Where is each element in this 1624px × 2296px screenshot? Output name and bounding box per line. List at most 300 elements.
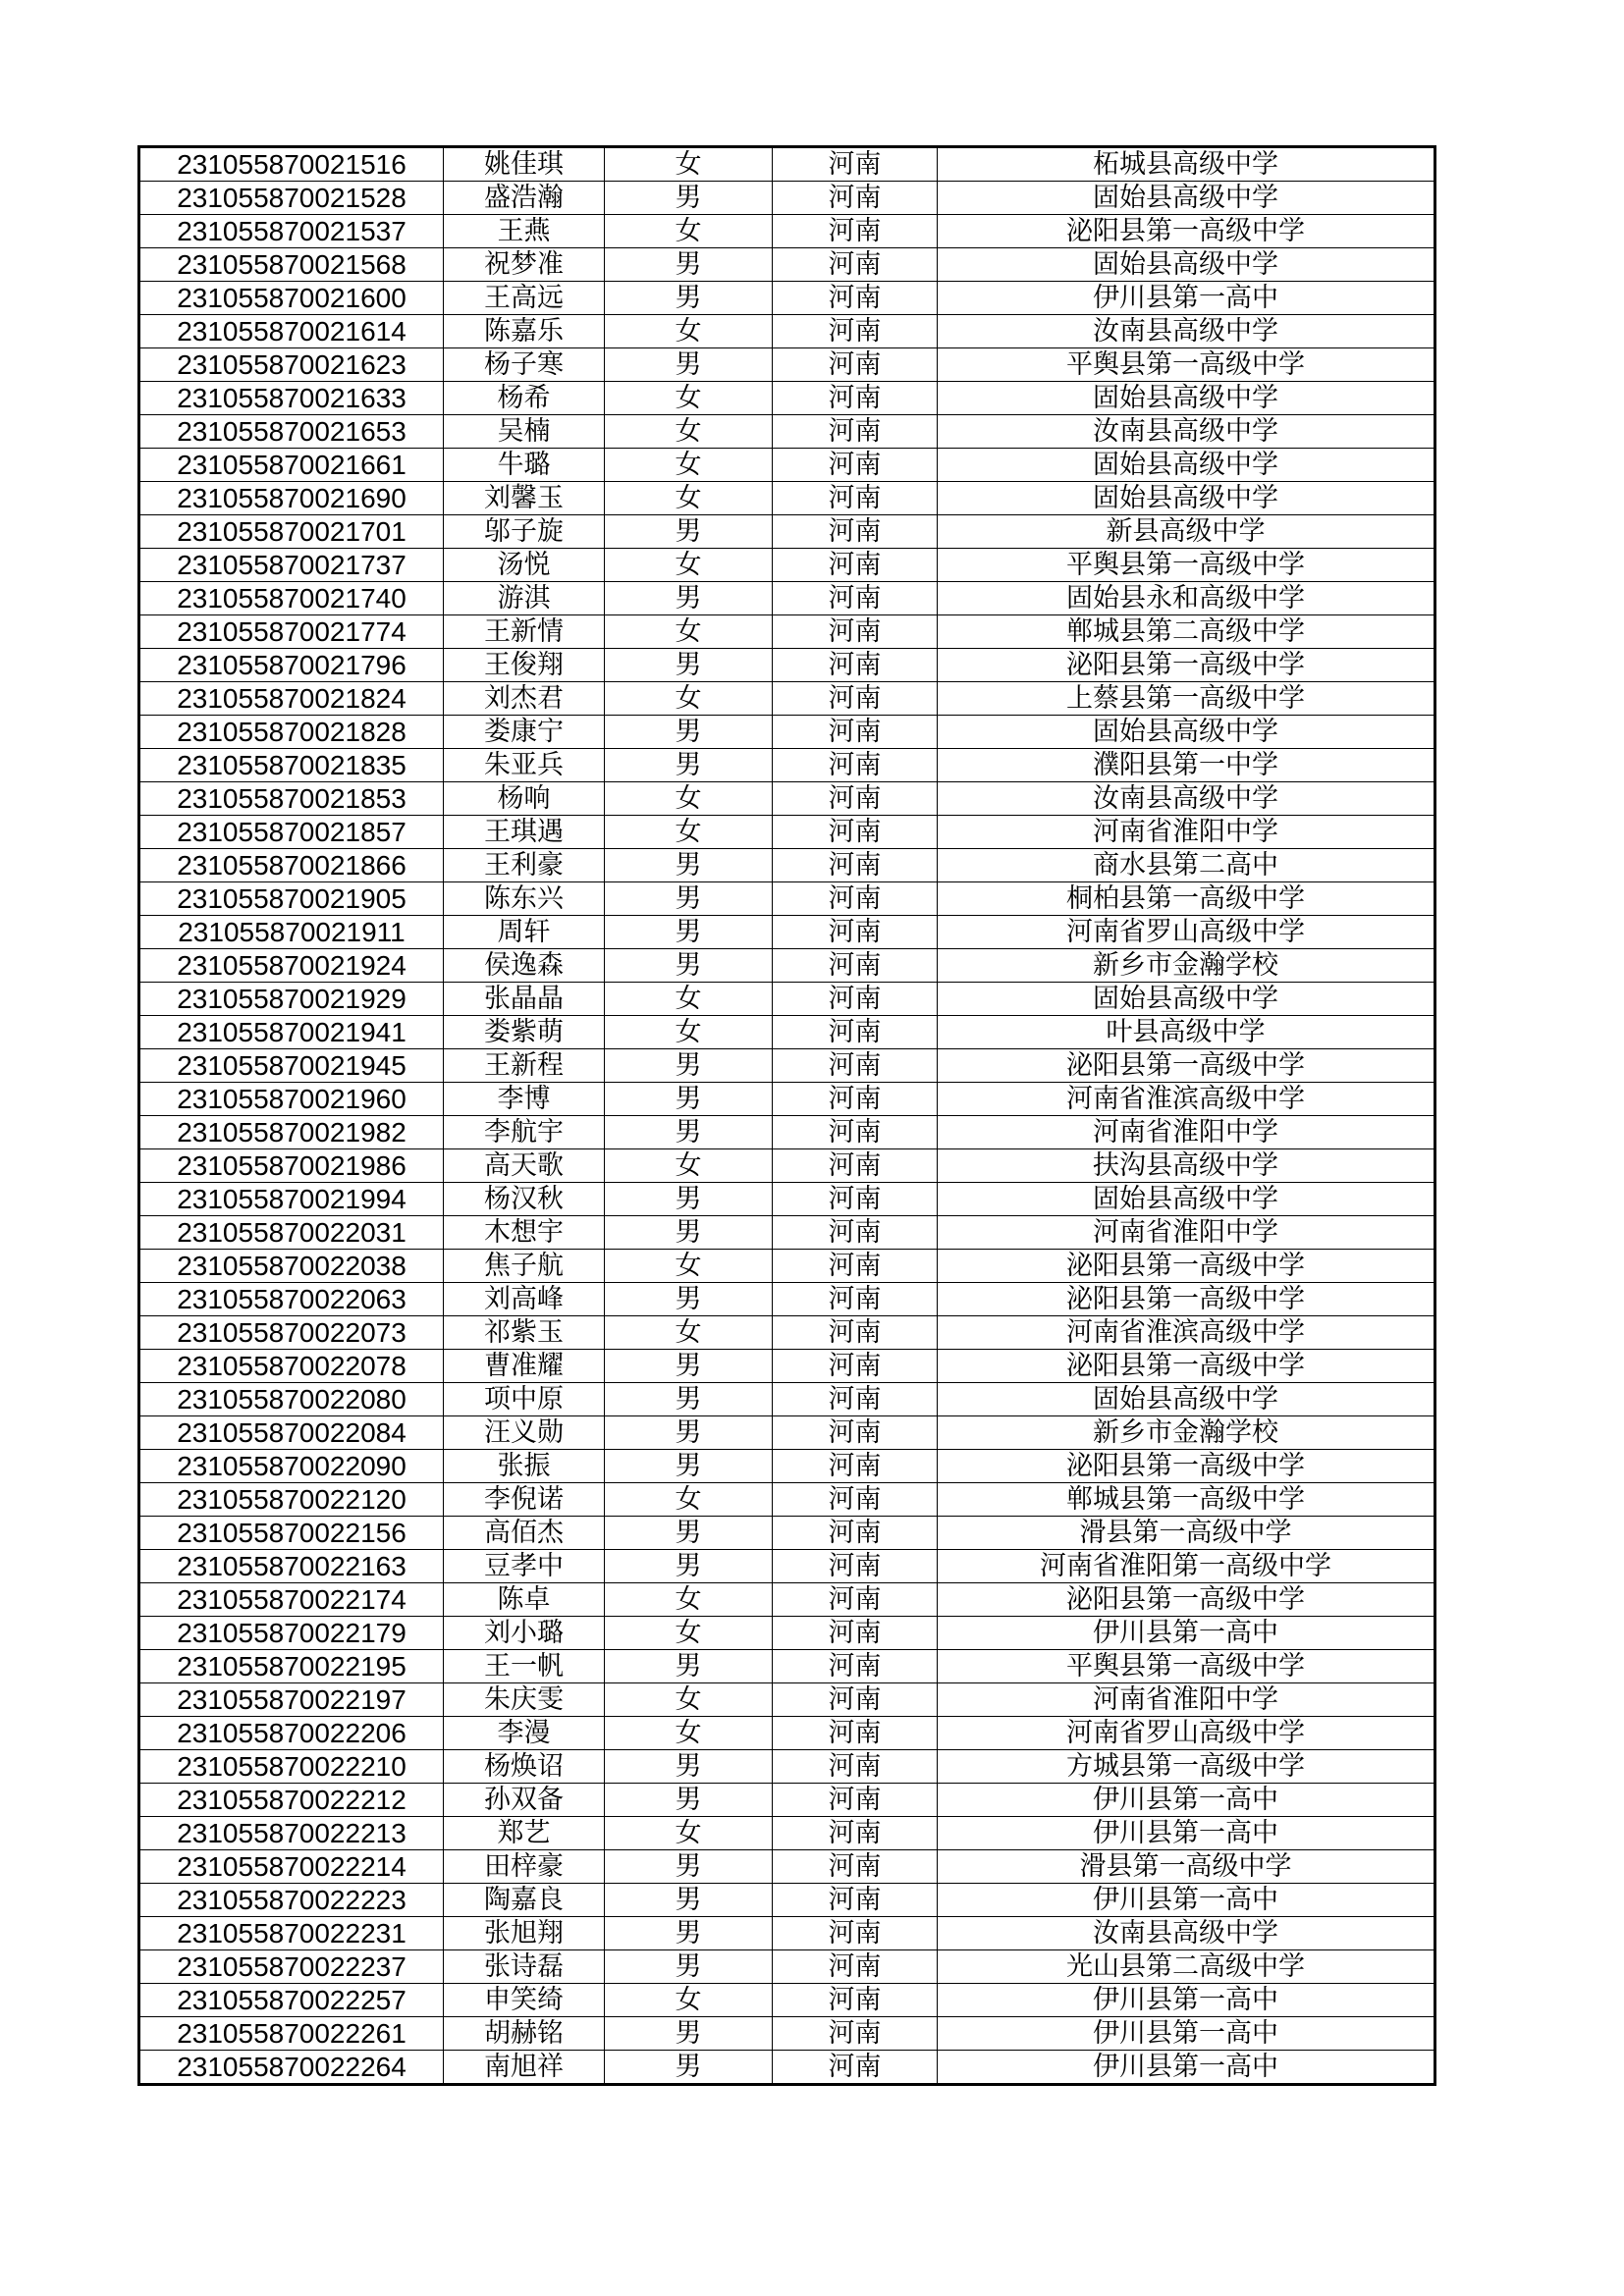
table-row — [139, 1717, 1435, 1750]
gender-cell: 男 — [605, 716, 773, 749]
table-row — [139, 182, 1435, 215]
exam-id-cell: 231055870021982 — [139, 1116, 444, 1149]
school-cell: 扶沟县高级中学 — [938, 1149, 1435, 1183]
province-cell: 河南 — [773, 449, 938, 482]
province-cell: 河南 — [773, 348, 938, 382]
gender-cell: 女 — [605, 215, 773, 248]
table-row — [139, 1784, 1435, 1817]
school-cell: 固始县高级中学 — [938, 182, 1435, 215]
province-cell: 河南 — [773, 1984, 938, 2017]
school-cell: 泌阳县第一高级中学 — [938, 1583, 1435, 1617]
exam-id-cell: 231055870022078 — [139, 1350, 444, 1383]
school-cell: 郸城县第一高级中学 — [938, 1483, 1435, 1517]
name-cell: 牛璐 — [444, 449, 605, 482]
exam-id-cell: 231055870022264 — [139, 2051, 444, 2085]
table-row — [139, 1850, 1435, 1884]
name-cell: 王一帆 — [444, 1650, 605, 1683]
name-cell: 娄紫萌 — [444, 1016, 605, 1049]
province-cell: 河南 — [773, 1450, 938, 1483]
table-row — [139, 282, 1435, 315]
province-cell: 河南 — [773, 682, 938, 716]
table-row — [139, 382, 1435, 415]
province-cell: 河南 — [773, 949, 938, 983]
exam-id-cell: 231055870021568 — [139, 248, 444, 282]
table-row — [139, 1250, 1435, 1283]
table-row — [139, 1884, 1435, 1917]
student-roster-table — [137, 145, 1436, 2086]
province-cell: 河南 — [773, 182, 938, 215]
exam-id-cell: 231055870021994 — [139, 1183, 444, 1216]
table-row — [139, 1116, 1435, 1149]
exam-id-cell: 231055870021941 — [139, 1016, 444, 1049]
province-cell: 河南 — [773, 716, 938, 749]
name-cell: 张振 — [444, 1450, 605, 1483]
province-cell: 河南 — [773, 916, 938, 949]
school-cell: 光山县第二高级中学 — [938, 1950, 1435, 1984]
name-cell: 申笑绮 — [444, 1984, 605, 2017]
name-cell: 刘馨玉 — [444, 482, 605, 515]
exam-id-cell: 231055870021633 — [139, 382, 444, 415]
province-cell: 河南 — [773, 1049, 938, 1083]
name-cell: 曹准耀 — [444, 1350, 605, 1383]
table-row — [139, 348, 1435, 382]
school-cell: 泌阳县第一高级中学 — [938, 1283, 1435, 1316]
exam-id-cell: 231055870022212 — [139, 1784, 444, 1817]
school-cell: 柘城县高级中学 — [938, 147, 1435, 182]
table-row — [139, 1216, 1435, 1250]
table-row — [139, 649, 1435, 682]
exam-id-cell: 231055870021516 — [139, 147, 444, 182]
table-row — [139, 2051, 1435, 2085]
gender-cell: 男 — [605, 1416, 773, 1450]
exam-id-cell: 231055870022213 — [139, 1817, 444, 1850]
exam-id-cell: 231055870021537 — [139, 215, 444, 248]
table-row — [139, 1483, 1435, 1517]
exam-id-cell: 231055870021857 — [139, 816, 444, 849]
gender-cell: 男 — [605, 1917, 773, 1950]
exam-id-cell: 231055870022206 — [139, 1717, 444, 1750]
name-cell: 李航宇 — [444, 1116, 605, 1149]
table-row — [139, 1183, 1435, 1216]
gender-cell: 女 — [605, 549, 773, 582]
exam-id-cell: 231055870021945 — [139, 1049, 444, 1083]
school-cell: 平舆县第一高级中学 — [938, 348, 1435, 382]
gender-cell: 男 — [605, 1850, 773, 1884]
gender-cell: 男 — [605, 849, 773, 882]
name-cell: 张旭翔 — [444, 1917, 605, 1950]
gender-cell: 女 — [605, 147, 773, 182]
exam-id-cell: 231055870021614 — [139, 315, 444, 348]
exam-id-cell: 231055870022223 — [139, 1884, 444, 1917]
exam-id-cell: 231055870021528 — [139, 182, 444, 215]
exam-id-cell: 231055870021740 — [139, 582, 444, 615]
province-cell: 河南 — [773, 1250, 938, 1283]
exam-id-cell: 231055870021824 — [139, 682, 444, 716]
school-cell: 滑县第一高级中学 — [938, 1517, 1435, 1550]
name-cell: 高佰杰 — [444, 1517, 605, 1550]
province-cell: 河南 — [773, 1016, 938, 1049]
name-cell: 胡赫铭 — [444, 2017, 605, 2051]
name-cell: 刘高峰 — [444, 1283, 605, 1316]
school-cell: 固始县高级中学 — [938, 248, 1435, 282]
name-cell: 陶嘉良 — [444, 1884, 605, 1917]
table-row — [139, 1517, 1435, 1550]
name-cell: 朱庆雯 — [444, 1683, 605, 1717]
school-cell: 固始县高级中学 — [938, 1383, 1435, 1416]
province-cell: 河南 — [773, 1216, 938, 1250]
gender-cell: 男 — [605, 1517, 773, 1550]
gender-cell: 女 — [605, 782, 773, 816]
province-cell: 河南 — [773, 248, 938, 282]
name-cell: 杨子寒 — [444, 348, 605, 382]
exam-id-cell: 231055870022120 — [139, 1483, 444, 1517]
gender-cell: 男 — [605, 282, 773, 315]
province-cell: 河南 — [773, 382, 938, 415]
exam-id-cell: 231055870022210 — [139, 1750, 444, 1784]
gender-cell: 男 — [605, 1650, 773, 1683]
table-row — [139, 916, 1435, 949]
gender-cell: 男 — [605, 1116, 773, 1149]
school-cell: 汝南县高级中学 — [938, 1917, 1435, 1950]
province-cell: 河南 — [773, 215, 938, 248]
school-cell: 固始县高级中学 — [938, 382, 1435, 415]
exam-id-cell: 231055870021929 — [139, 983, 444, 1016]
name-cell: 陈东兴 — [444, 882, 605, 916]
school-cell: 河南省淮滨高级中学 — [938, 1083, 1435, 1116]
province-cell: 河南 — [773, 1149, 938, 1183]
name-cell: 朱亚兵 — [444, 749, 605, 782]
province-cell: 河南 — [773, 482, 938, 515]
name-cell: 王新情 — [444, 615, 605, 649]
school-cell: 濮阳县第一中学 — [938, 749, 1435, 782]
gender-cell: 女 — [605, 315, 773, 348]
table-row — [139, 2017, 1435, 2051]
exam-id-cell: 231055870021986 — [139, 1149, 444, 1183]
school-cell: 河南省淮阳中学 — [938, 1683, 1435, 1717]
province-cell: 河南 — [773, 1650, 938, 1683]
name-cell: 杨汉秋 — [444, 1183, 605, 1216]
table-row — [139, 1817, 1435, 1850]
school-cell: 固始县高级中学 — [938, 1183, 1435, 1216]
exam-id-cell: 231055870022195 — [139, 1650, 444, 1683]
school-cell: 汝南县高级中学 — [938, 782, 1435, 816]
province-cell: 河南 — [773, 1884, 938, 1917]
name-cell: 侯逸森 — [444, 949, 605, 983]
gender-cell: 男 — [605, 1216, 773, 1250]
table-row — [139, 215, 1435, 248]
exam-id-cell: 231055870022237 — [139, 1950, 444, 1984]
gender-cell: 男 — [605, 2017, 773, 2051]
gender-cell: 女 — [605, 816, 773, 849]
table-row — [139, 1917, 1435, 1950]
name-cell: 汪义勋 — [444, 1416, 605, 1450]
school-cell: 汝南县高级中学 — [938, 315, 1435, 348]
exam-id-cell: 231055870022179 — [139, 1617, 444, 1650]
school-cell: 河南省罗山高级中学 — [938, 916, 1435, 949]
name-cell: 陈卓 — [444, 1583, 605, 1617]
exam-id-cell: 231055870022080 — [139, 1383, 444, 1416]
name-cell: 汤悦 — [444, 549, 605, 582]
table-row — [139, 1450, 1435, 1483]
name-cell: 刘杰君 — [444, 682, 605, 716]
table-row — [139, 1049, 1435, 1083]
exam-id-cell: 231055870022261 — [139, 2017, 444, 2051]
gender-cell: 女 — [605, 1583, 773, 1617]
name-cell: 杨焕诏 — [444, 1750, 605, 1784]
province-cell: 河南 — [773, 649, 938, 682]
name-cell: 张诗磊 — [444, 1950, 605, 1984]
province-cell: 河南 — [773, 1383, 938, 1416]
province-cell: 河南 — [773, 1683, 938, 1717]
table-row — [139, 1583, 1435, 1617]
province-cell: 河南 — [773, 1784, 938, 1817]
school-cell: 伊川县第一高中 — [938, 2051, 1435, 2085]
exam-id-cell: 231055870021924 — [139, 949, 444, 983]
gender-cell: 男 — [605, 1784, 773, 1817]
name-cell: 李博 — [444, 1083, 605, 1116]
name-cell: 高天歌 — [444, 1149, 605, 1183]
exam-id-cell: 231055870022090 — [139, 1450, 444, 1483]
province-cell: 河南 — [773, 1183, 938, 1216]
province-cell: 河南 — [773, 782, 938, 816]
gender-cell: 男 — [605, 1083, 773, 1116]
name-cell: 木想宇 — [444, 1216, 605, 1250]
name-cell: 豆孝中 — [444, 1550, 605, 1583]
table-row — [139, 1550, 1435, 1583]
gender-cell: 女 — [605, 1717, 773, 1750]
gender-cell: 男 — [605, 649, 773, 682]
school-cell: 汝南县高级中学 — [938, 415, 1435, 449]
gender-cell: 男 — [605, 2051, 773, 2085]
name-cell: 王琪遇 — [444, 816, 605, 849]
school-cell: 固始县高级中学 — [938, 449, 1435, 482]
name-cell: 杨希 — [444, 382, 605, 415]
school-cell: 泌阳县第一高级中学 — [938, 1049, 1435, 1083]
province-cell: 河南 — [773, 983, 938, 1016]
gender-cell: 女 — [605, 382, 773, 415]
school-cell: 伊川县第一高中 — [938, 1617, 1435, 1650]
province-cell: 河南 — [773, 549, 938, 582]
exam-id-cell: 231055870021828 — [139, 716, 444, 749]
table-row — [139, 816, 1435, 849]
exam-id-cell: 231055870022031 — [139, 1216, 444, 1250]
table-row — [139, 1283, 1435, 1316]
roster-body — [139, 147, 1435, 2085]
gender-cell: 男 — [605, 248, 773, 282]
gender-cell: 男 — [605, 348, 773, 382]
table-row — [139, 1083, 1435, 1116]
gender-cell: 男 — [605, 1183, 773, 1216]
province-cell: 河南 — [773, 882, 938, 916]
table-row — [139, 782, 1435, 816]
gender-cell: 男 — [605, 1750, 773, 1784]
table-row — [139, 449, 1435, 482]
name-cell: 邬子旋 — [444, 515, 605, 549]
exam-id-cell: 231055870022197 — [139, 1683, 444, 1717]
name-cell: 王燕 — [444, 215, 605, 248]
school-cell: 泌阳县第一高级中学 — [938, 1350, 1435, 1383]
name-cell: 项中原 — [444, 1383, 605, 1416]
school-cell: 固始县高级中学 — [938, 482, 1435, 515]
province-cell: 河南 — [773, 1717, 938, 1750]
exam-id-cell: 231055870022063 — [139, 1283, 444, 1316]
table-row — [139, 849, 1435, 882]
gender-cell: 女 — [605, 1250, 773, 1283]
gender-cell: 男 — [605, 1283, 773, 1316]
gender-cell: 男 — [605, 1350, 773, 1383]
province-cell: 河南 — [773, 1316, 938, 1350]
table-row — [139, 147, 1435, 182]
table-row — [139, 716, 1435, 749]
table-row — [139, 949, 1435, 983]
name-cell: 盛浩瀚 — [444, 182, 605, 215]
gender-cell: 男 — [605, 1950, 773, 1984]
name-cell: 焦子航 — [444, 1250, 605, 1283]
exam-id-cell: 231055870021600 — [139, 282, 444, 315]
name-cell: 王高远 — [444, 282, 605, 315]
exam-id-cell: 231055870022038 — [139, 1250, 444, 1283]
table-row — [139, 248, 1435, 282]
table-row — [139, 1617, 1435, 1650]
gender-cell: 女 — [605, 415, 773, 449]
name-cell: 祁紫玉 — [444, 1316, 605, 1350]
school-cell: 伊川县第一高中 — [938, 2017, 1435, 2051]
table-row — [139, 482, 1435, 515]
gender-cell: 男 — [605, 882, 773, 916]
exam-id-cell: 231055870021661 — [139, 449, 444, 482]
exam-id-cell: 231055870022073 — [139, 1316, 444, 1350]
name-cell: 孙双备 — [444, 1784, 605, 1817]
province-cell: 河南 — [773, 1483, 938, 1517]
table-row — [139, 1383, 1435, 1416]
school-cell: 河南省淮阳中学 — [938, 816, 1435, 849]
table-row — [139, 882, 1435, 916]
name-cell: 陈嘉乐 — [444, 315, 605, 348]
exam-id-cell: 231055870021853 — [139, 782, 444, 816]
table-row — [139, 1316, 1435, 1350]
gender-cell: 女 — [605, 1617, 773, 1650]
exam-id-cell: 231055870021905 — [139, 882, 444, 916]
province-cell: 河南 — [773, 1416, 938, 1450]
school-cell: 河南省淮阳中学 — [938, 1116, 1435, 1149]
province-cell: 河南 — [773, 1917, 938, 1950]
table-row — [139, 1950, 1435, 1984]
gender-cell: 女 — [605, 482, 773, 515]
province-cell: 河南 — [773, 515, 938, 549]
school-cell: 新县高级中学 — [938, 515, 1435, 549]
exam-id-cell: 231055870022163 — [139, 1550, 444, 1583]
exam-id-cell: 231055870022214 — [139, 1850, 444, 1884]
school-cell: 伊川县第一高中 — [938, 1817, 1435, 1850]
gender-cell: 女 — [605, 449, 773, 482]
province-cell: 河南 — [773, 1617, 938, 1650]
province-cell: 河南 — [773, 749, 938, 782]
province-cell: 河南 — [773, 147, 938, 182]
exam-id-cell: 231055870021911 — [139, 916, 444, 949]
name-cell: 王俊翔 — [444, 649, 605, 682]
name-cell: 杨响 — [444, 782, 605, 816]
school-cell: 新乡市金瀚学校 — [938, 1416, 1435, 1450]
exam-id-cell: 231055870021690 — [139, 482, 444, 515]
province-cell: 河南 — [773, 1116, 938, 1149]
exam-id-cell: 231055870021737 — [139, 549, 444, 582]
school-cell: 固始县永和高级中学 — [938, 582, 1435, 615]
name-cell: 李漫 — [444, 1717, 605, 1750]
gender-cell: 女 — [605, 983, 773, 1016]
gender-cell: 女 — [605, 1817, 773, 1850]
province-cell: 河南 — [773, 1750, 938, 1784]
table-row — [139, 615, 1435, 649]
gender-cell: 男 — [605, 1049, 773, 1083]
gender-cell: 男 — [605, 1550, 773, 1583]
school-cell: 河南省淮滨高级中学 — [938, 1316, 1435, 1350]
province-cell: 河南 — [773, 615, 938, 649]
exam-id-cell: 231055870022257 — [139, 1984, 444, 2017]
name-cell: 祝梦准 — [444, 248, 605, 282]
name-cell: 李倪诺 — [444, 1483, 605, 1517]
table-row — [139, 415, 1435, 449]
school-cell: 商水县第二高中 — [938, 849, 1435, 882]
name-cell: 田梓豪 — [444, 1850, 605, 1884]
table-row — [139, 1984, 1435, 2017]
name-cell: 娄康宁 — [444, 716, 605, 749]
province-cell: 河南 — [773, 1850, 938, 1884]
exam-id-cell: 231055870021960 — [139, 1083, 444, 1116]
name-cell: 王新程 — [444, 1049, 605, 1083]
school-cell: 平舆县第一高级中学 — [938, 1650, 1435, 1683]
exam-id-cell: 231055870021796 — [139, 649, 444, 682]
gender-cell: 男 — [605, 949, 773, 983]
table-row — [139, 682, 1435, 716]
table-row — [139, 1416, 1435, 1450]
gender-cell: 男 — [605, 1884, 773, 1917]
exam-id-cell: 231055870021866 — [139, 849, 444, 882]
gender-cell: 女 — [605, 1483, 773, 1517]
gender-cell: 男 — [605, 582, 773, 615]
province-cell: 河南 — [773, 1517, 938, 1550]
table-row — [139, 1350, 1435, 1383]
school-cell: 平舆县第一高级中学 — [938, 549, 1435, 582]
exam-id-cell: 231055870022231 — [139, 1917, 444, 1950]
exam-id-cell: 231055870021653 — [139, 415, 444, 449]
school-cell: 郸城县第二高级中学 — [938, 615, 1435, 649]
province-cell: 河南 — [773, 2051, 938, 2085]
school-cell: 方城县第一高级中学 — [938, 1750, 1435, 1784]
name-cell: 姚佳琪 — [444, 147, 605, 182]
school-cell: 固始县高级中学 — [938, 983, 1435, 1016]
name-cell: 吴楠 — [444, 415, 605, 449]
school-cell: 滑县第一高级中学 — [938, 1850, 1435, 1884]
school-cell: 泌阳县第一高级中学 — [938, 215, 1435, 248]
exam-id-cell: 231055870021774 — [139, 615, 444, 649]
gender-cell: 男 — [605, 749, 773, 782]
name-cell: 南旭祥 — [444, 2051, 605, 2085]
table-row — [139, 1650, 1435, 1683]
school-cell: 泌阳县第一高级中学 — [938, 649, 1435, 682]
gender-cell: 男 — [605, 1450, 773, 1483]
gender-cell: 男 — [605, 916, 773, 949]
school-cell: 伊川县第一高中 — [938, 282, 1435, 315]
table-row — [139, 1016, 1435, 1049]
gender-cell: 男 — [605, 515, 773, 549]
school-cell: 固始县高级中学 — [938, 716, 1435, 749]
province-cell: 河南 — [773, 1550, 938, 1583]
school-cell: 桐柏县第一高级中学 — [938, 882, 1435, 916]
table-row — [139, 315, 1435, 348]
gender-cell: 女 — [605, 1016, 773, 1049]
school-cell: 新乡市金瀚学校 — [938, 949, 1435, 983]
table-row — [139, 582, 1435, 615]
